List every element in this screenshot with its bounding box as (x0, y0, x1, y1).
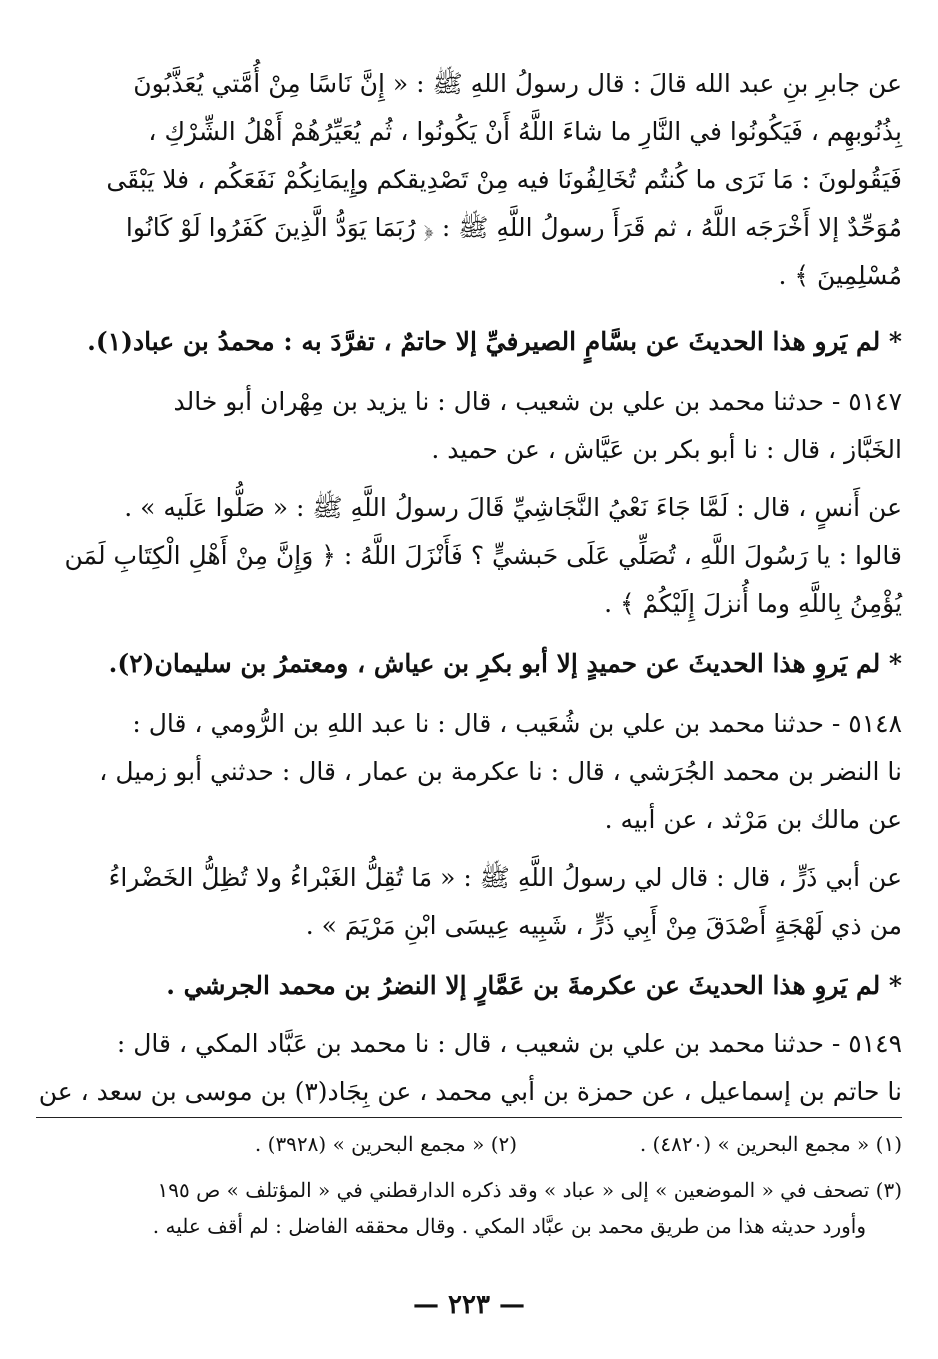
paragraph-9 (38, 1020, 902, 1116)
paragraph-1 (66, 60, 902, 300)
page-number: — ٢٢٣ — (412, 1290, 526, 1320)
text-line: ٥١٤٧ - حدثنا محمد بن علي بن شعيب ، قال : نا يزيد بن مِهْران أبو خالد (173, 387, 902, 416)
footnote-2: (٢) « مجمع البحرين » (٣٩٢٨) . (254, 1132, 518, 1156)
text-line: ٥١٤٨ - حدثنا محمد بن علي بن شُعَيب ، قال : نا عبد اللهِ بن الرُّومي ، قال : (132, 709, 902, 738)
text-line: * لم يَروِ هذا الحديثَ عن حميدٍ إلا أبو بكرِ بن عياش ، ومعتمرُ بن سليمان(٢). (108, 649, 902, 678)
footnote-3-line-1: (٣) تصحف في « الموضعين » إلى « عباد » وقد ذكره الدارقطني في « المؤتلف » ص ١٩٥ (157, 1178, 902, 1202)
text-line: مُوَحِّدٌ إلا أَخْرَجَه اللَّهُ ، ثم قَرَأَ رسولُ اللَّهِ ﷺ : ﴿ رُبَمَا يَوَدُّ الَّذِينَ كَفَرُوا لَوْ كَانُوا (125, 213, 902, 242)
footnote-1: (١) « مجمع البحرين » (٤٨٢٠) . (639, 1132, 902, 1156)
footnote-row-1-2 (66, 1126, 902, 1162)
paragraph-8 (66, 962, 902, 1010)
text-line: مُسْلِمِينَ ﴾ . (778, 261, 902, 290)
paragraph-5 (66, 640, 902, 688)
text-line: عن أَنسٍ ، قال : لَمَّا جَاءَ نَعْيُ النَّجَاشِيِّ قَالَ رسولُ اللَّهِ ﷺ : « صَلُّوا عَلَيه » . (124, 493, 902, 522)
text-line: يُؤْمِنُ بِاللَّهِ وما أُنزلَ إِلَيْكُمْ ﴾ . (604, 589, 902, 618)
text-line: من ذي لَهْجَةٍ أَصْدَقَ مِنْ أَبِي ذَرٍّ ، شَبِيه عِيسَى ابْنِ مَرْيَمَ » . (305, 911, 902, 940)
text-line: بِذُنُوبهِم ، فَيَكُونُوا في النَّارِ ما شاءَ اللَّهُ أَنْ يَكُونُوا ، ثُم يُعَيِّرُهُمْ أَهْلُ الشِّرْكِ ، (148, 117, 902, 146)
text-line: عن أبي ذَرٍّ ، قال : قال لي رسولُ اللَّهِ ﷺ : « مَا تُقِلُّ الغَبْراءُ ولا تُظِلُّ الخَضْراءُ (108, 863, 902, 892)
text-line: ٥١٤٩ - حدثنا محمد بن علي بن شعيب ، قال : نا محمد بن عَبَّاد المكي ، قال : (116, 1029, 902, 1058)
text-line: قالوا : يا رَسُولَ اللَّهِ ، تُصَلِّي عَلَى حَبشيٍّ ؟ فَأَنْزَلَ اللَّهُ : ﴿ وَإِنَّ مِنْ أَهْلِ الْكِتَابِ لَمَن (64, 541, 902, 570)
footnote-3 (66, 1172, 902, 1244)
text-line: نا النضر بن محمد الجُرَشي ، قال : نا عكرمة بن عمار ، قال : حدثني أبو زميل ، (99, 757, 902, 786)
text-line: فَيَقُولونَ : مَا نَرَى ما كُنتُم تُخَالِفُونَا فيه مِنْ تَصْدِيقكم وإِيمَانِكُمْ نَفَعَكُم ، فلا يَبْقَى (106, 165, 902, 194)
text-line: * لم يَروِ هذا الحديثَ عن عكرمةَ بن عَمَّارٍ إلا النضرُ بن محمد الجرشي . (166, 971, 902, 1000)
text-line: عن جابرِ بنِ عبد الله قالَ : قال رسولُ اللهِ ﷺ : « إِنَّ نَاسًا مِنْ أُمَّتي يُعَذَّبُونَ (133, 69, 902, 98)
paragraph-7 (66, 854, 902, 950)
footnote-3-line-2: وأورد حديثه هذا من طريق محمد بن عبَّاد المكي . وقال محققه الفاضل : لم أقف عليه . (152, 1214, 866, 1238)
paragraph-6 (66, 700, 902, 844)
paragraph-4 (66, 484, 902, 628)
paragraph-2 (66, 318, 902, 366)
text-line: الخَبَّاز ، قال : نا أبو بكر بن عَيَّاش ، عن حميد . (431, 435, 902, 464)
text-line: عن مالك بن مَرْثد ، عن أبيه . (604, 805, 902, 834)
paragraph-3 (66, 378, 902, 474)
text-line: نا حاتم بن إسماعيل ، عن حمزة بن أبي محمد ، عن بِجَاد(٣) بن موسى بن سعد ، عن (38, 1077, 902, 1106)
text-line: * لم يَرو هذا الحديثَ عن بسَّامٍ الصيرفيِّ إلا حاتمٌ ، تفرَّدَ به : محمدُ بن عباد(١). (87, 327, 902, 356)
footnote-separator (36, 1117, 902, 1118)
